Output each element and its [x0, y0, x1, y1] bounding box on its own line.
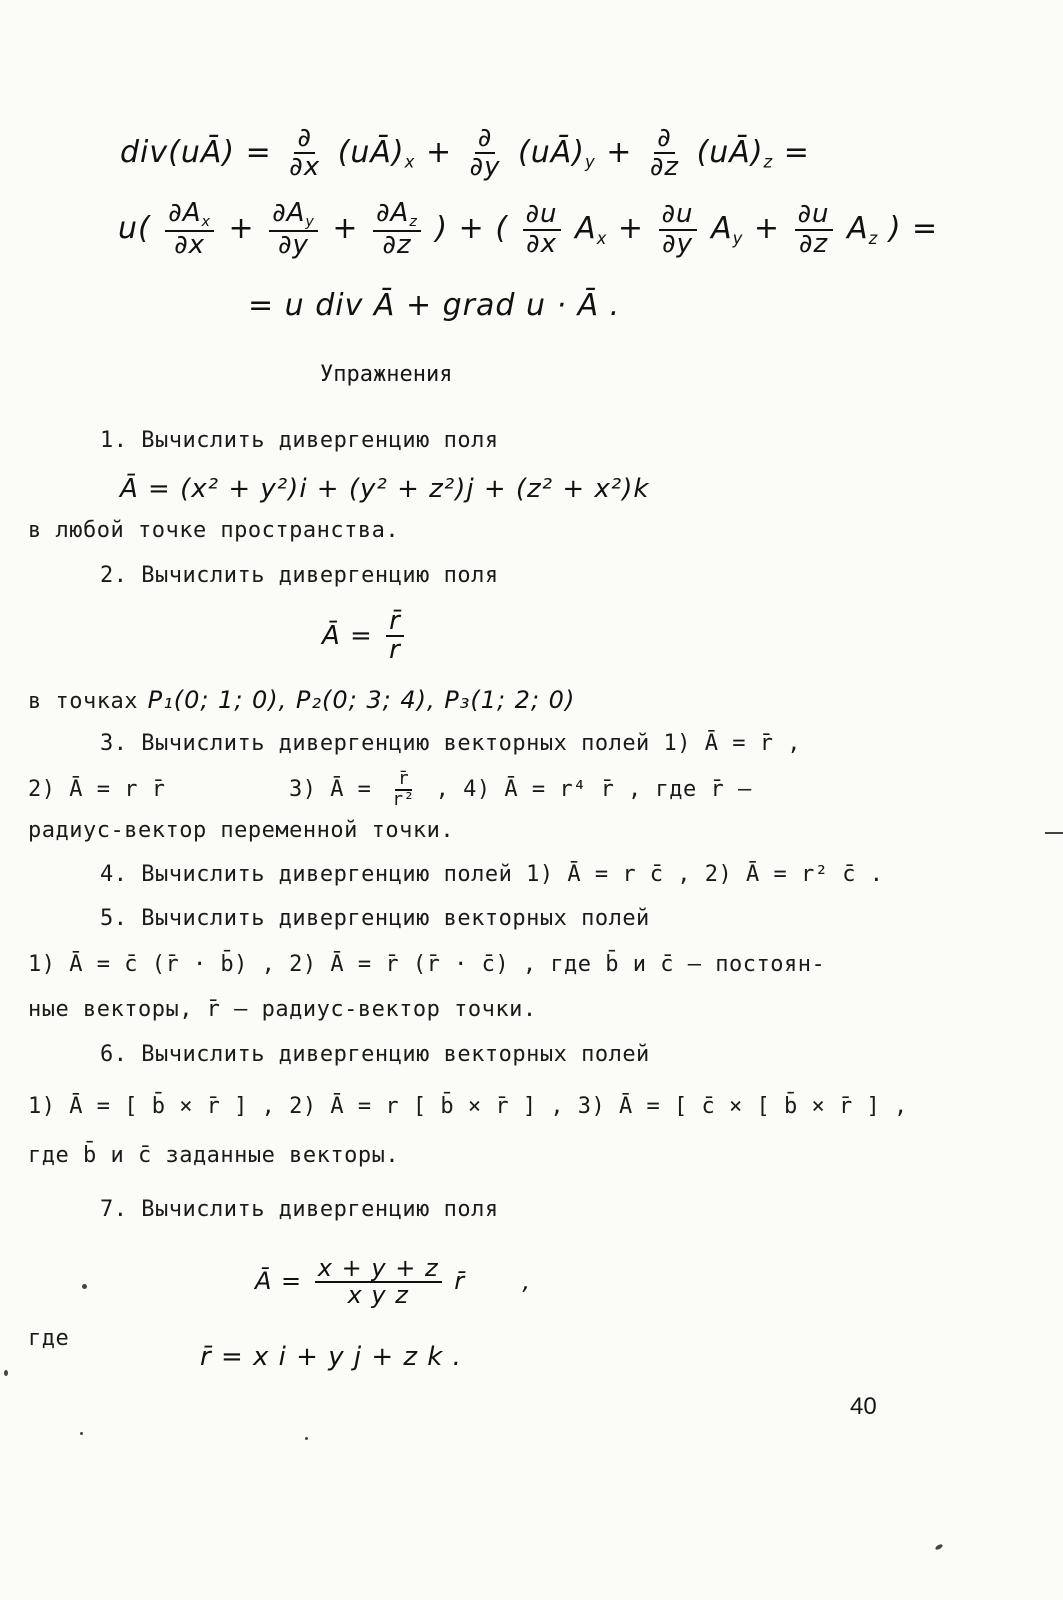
- ex7-line1: 7. Вычислить дивергенцию поля: [100, 1197, 499, 1222]
- ex4-line: 4. Вычислить дивергенцию полей 1) Ā = r c̄ , 2) Ā = r² c̄ .: [100, 862, 884, 887]
- frac-num: r̄: [386, 608, 404, 637]
- frac-num: ∂u: [523, 201, 561, 230]
- ex7-rdef: r̄ = x i + y j + z k .: [200, 1342, 462, 1372]
- sub-y: y: [305, 214, 315, 230]
- ex2-formula: [322, 608, 408, 665]
- frac-den: x y z: [347, 1281, 409, 1310]
- sub-z: z: [409, 214, 418, 230]
- frac-num: ∂: [654, 125, 674, 154]
- ex5-line3: ные векторы, r̄ – радиус-вектор точки.: [28, 997, 537, 1022]
- frac-den: ∂x: [174, 230, 206, 260]
- scan-speck: [1045, 832, 1063, 834]
- frac-den: ∂z: [649, 152, 680, 183]
- ex3-item2: 2) Ā = r r̄: [28, 776, 166, 802]
- frac-den: ∂x: [289, 152, 321, 183]
- du-dy: [659, 201, 697, 258]
- paren-end: ) =: [888, 211, 939, 247]
- ex3-item4: , 4) Ā = r⁴ r̄ , где r̄ –: [435, 776, 752, 802]
- term-ua-z: (uĀ): [696, 134, 764, 170]
- frac-num: ∂: [294, 125, 314, 154]
- comp-a: A: [847, 211, 869, 247]
- page-number: 40: [850, 1393, 877, 1420]
- ex2-lhs: Ā =: [322, 620, 373, 651]
- derivation-line-2: u( $\frac{\partial A_x}{\partial x}$ + $\frac{\partial A_y}{\partial y}$ + $\frac{\partial A_z}{\partial z}$ ) + ( $\frac{\partial u}{\partial x}$ $A_x$ + $\frac{\partial u}{\partial y}$ $A_y$ + $\frac{\partial u}{\partial z}$ $A_z$ ) =: [118, 198, 939, 260]
- sub-z: z: [763, 152, 774, 172]
- ex2-title: 2. Вычислить дивергенцию поля: [100, 563, 499, 588]
- derivation-line-1: div(uĀ) = $\frac{\partial}{\partial x}$ $(uĀ)_x$ + $\frac{\partial}{\partial y}$ $(uĀ)_y$ + $\frac{\partial}{\partial z}$ $(uĀ)_z$ =: [120, 123, 810, 183]
- scan-speck: [82, 1284, 87, 1289]
- frac-den: r²: [392, 788, 415, 810]
- paren-mid: ) + (: [435, 211, 509, 247]
- scan-speck: [4, 1370, 8, 1376]
- ex7-comma: ,: [522, 1267, 531, 1296]
- frac-num: ∂: [475, 125, 495, 154]
- ex5-line1: 5. Вычислить дивергенцию векторных полей: [100, 906, 650, 931]
- ex1-formula: Ā = (x² + y²)i + (y² + z²)j + (z² + x²)k: [120, 474, 650, 504]
- sub-x: x: [404, 152, 416, 172]
- term-ua-x: (uĀ): [337, 134, 405, 170]
- ex2-fraction: [386, 608, 404, 665]
- frac-num: ∂A: [168, 198, 202, 228]
- ex3-item3-fraction: [389, 770, 418, 810]
- points-label: в точках: [28, 689, 138, 714]
- equals: =: [783, 134, 810, 170]
- du-dx: [523, 201, 561, 258]
- section-heading: Упражнения: [320, 362, 453, 387]
- ex7-formula: [255, 1256, 531, 1308]
- ex7-where: где: [28, 1326, 70, 1351]
- dAx-dx: [165, 200, 214, 259]
- derivation-line-3: = u div Ā + grad u · Ā .: [248, 288, 621, 323]
- frac-den: ∂z: [799, 228, 829, 259]
- frac-den: ∂y: [469, 152, 501, 183]
- partial-x-fraction: [286, 125, 323, 182]
- comp-a: A: [711, 211, 733, 247]
- ex6-line3: где b̄ и c̄ заданные векторы.: [28, 1143, 400, 1168]
- ex3-line1: 3. Вычислить дивергенцию векторных полей 1) Ā = r̄ ,: [100, 731, 802, 756]
- ex3-line2: [28, 770, 752, 810]
- frac-den: ∂y: [278, 230, 309, 260]
- ex7-fraction: [315, 1256, 442, 1308]
- frac-den: ∂y: [662, 228, 693, 259]
- frac-den: ∂x: [526, 228, 557, 259]
- ex2-points-line: [28, 686, 575, 714]
- sub-x: x: [201, 214, 211, 230]
- ex3-item3-lhs: 3) Ā =: [288, 776, 372, 802]
- frac-num: r̄: [395, 770, 412, 791]
- points-values: P₁(0; 1; 0), P₂(0; 3; 4), P₃(1; 2; 0): [147, 686, 576, 714]
- scan-speck: [935, 1543, 944, 1550]
- partial-y-fraction: [467, 125, 504, 182]
- frac-num: ∂u: [795, 201, 833, 230]
- frac-den: r: [389, 635, 401, 666]
- frac-num: x + y + z: [315, 1256, 442, 1283]
- ex1-tail: в любой точке пространства.: [28, 518, 400, 543]
- ex6-line1: 6. Вычислить дивергенцию векторных полей: [100, 1042, 650, 1067]
- ex7-rvec: r̄: [454, 1267, 466, 1296]
- scan-speck: [305, 1437, 308, 1440]
- sub-y: y: [732, 228, 744, 248]
- div-lhs: div(uĀ) =: [120, 134, 272, 170]
- frac-den: ∂z: [382, 230, 412, 260]
- term-ua-y: (uĀ): [518, 134, 585, 170]
- frac-num: ∂A: [272, 198, 306, 228]
- u-open: u(: [118, 211, 151, 247]
- frac-num: ∂u: [659, 201, 697, 230]
- frac-num: ∂A: [376, 198, 410, 228]
- ex1-title: 1. Вычислить дивергенцию поля: [100, 428, 499, 453]
- scan-speck: [80, 1432, 83, 1435]
- sub-x: x: [596, 228, 608, 248]
- partial-z-fraction: [647, 125, 682, 182]
- du-dz: [795, 201, 833, 258]
- sub-y: y: [584, 152, 596, 172]
- dAz-dz: [373, 200, 421, 259]
- comp-a: A: [575, 211, 597, 247]
- ex3-line3: радиус-вектор переменной точки.: [28, 818, 455, 843]
- ex7-lhs: Ā =: [255, 1267, 303, 1296]
- ex6-line2: 1) Ā = [ b̄ × r̄ ] , 2) Ā = r [ b̄ × r̄ ] , 3) Ā = [ c̄ × [ b̄ × r̄ ] ,: [28, 1094, 908, 1119]
- ex5-line2: 1) Ā = c̄ (r̄ · b̄) , 2) Ā = r̄ (r̄ · c̄) , где b̄ и c̄ – постоян-: [28, 952, 826, 977]
- sub-z: z: [868, 228, 879, 248]
- dAy-dy: [269, 200, 318, 259]
